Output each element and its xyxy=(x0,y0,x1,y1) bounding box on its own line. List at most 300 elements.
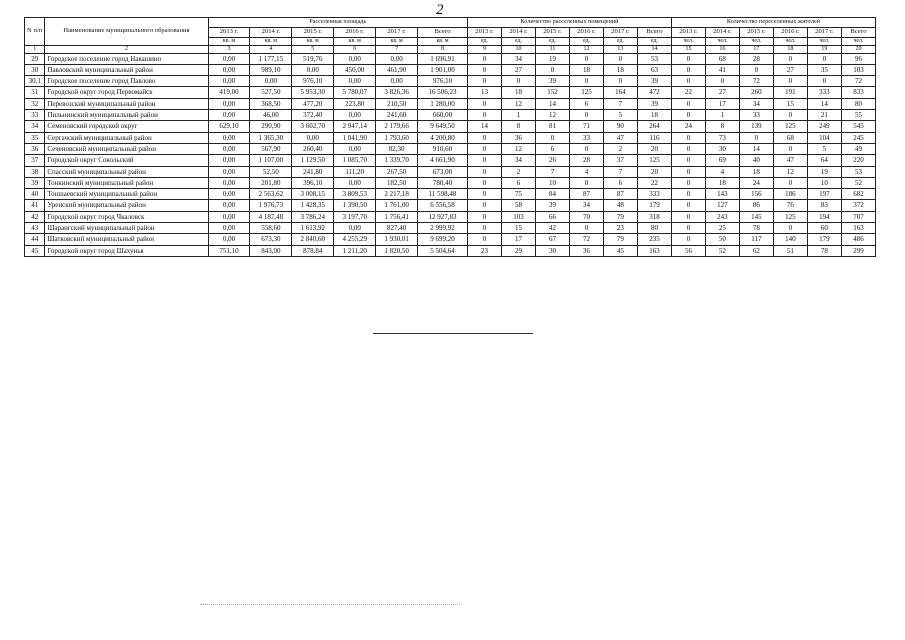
table-cell: 78 xyxy=(807,245,841,256)
table-cell: 25 xyxy=(705,223,739,234)
table-cell: 18 xyxy=(501,87,535,98)
header-year: 2013 г. xyxy=(208,28,250,38)
table-cell: 486 xyxy=(841,234,875,245)
table-cell: 9 699,20 xyxy=(418,234,468,245)
table-cell: 0 xyxy=(773,223,807,234)
table-cell: 0 xyxy=(468,166,502,177)
table-cell: 0 xyxy=(773,177,807,188)
table-cell: 36 xyxy=(501,132,535,143)
table-cell: 0 xyxy=(569,223,603,234)
table-cell: 827,40 xyxy=(376,223,418,234)
table-row xyxy=(25,245,876,256)
table-cell: 30 xyxy=(535,245,569,256)
table-cell: 0 xyxy=(671,223,705,234)
table-cell: 545 xyxy=(841,121,875,132)
table-cell: 1 976,73 xyxy=(250,200,292,211)
table-cell: 751,10 xyxy=(208,245,250,256)
header-people: Количество переселенных жителей xyxy=(671,18,875,28)
table-cell: 4 661,90 xyxy=(418,155,468,166)
table-cell: 1 756,41 xyxy=(376,211,418,222)
table-cell: 989,10 xyxy=(250,64,292,75)
table-cell: 0 xyxy=(671,98,705,109)
table-cell: 163 xyxy=(637,245,671,256)
table-cell: 0,00 xyxy=(292,132,334,143)
table-cell: 72 xyxy=(569,234,603,245)
header-num: N п/п xyxy=(25,18,45,46)
table-cell: 34 xyxy=(501,53,535,64)
table-cell: 976,10 xyxy=(292,76,334,87)
table-cell: 164 xyxy=(603,87,637,98)
table-cell: 2 xyxy=(603,143,637,154)
table-cell: 29 xyxy=(501,245,535,256)
table-cell: 125 xyxy=(569,87,603,98)
table-cell: 6 xyxy=(569,98,603,109)
table-cell: 450,00 xyxy=(334,64,376,75)
table-cell: 14 xyxy=(739,143,773,154)
table-cell: 63 xyxy=(637,64,671,75)
municipality-name: Спасский муниципальный район xyxy=(45,166,208,177)
table-cell: 0 xyxy=(671,211,705,222)
table-cell: 125 xyxy=(637,155,671,166)
table-cell: 21 xyxy=(807,110,841,121)
table-cell: 0 xyxy=(603,53,637,64)
table-cell: 472 xyxy=(637,87,671,98)
table-cell: 18 xyxy=(637,110,671,121)
column-index: 6 xyxy=(334,45,376,53)
table-cell: 82,30 xyxy=(376,143,418,154)
header-year: 2016 г. xyxy=(773,28,807,38)
table-cell: 0 xyxy=(468,234,502,245)
table-cell: 39 xyxy=(535,76,569,87)
table-cell: 0 xyxy=(468,223,502,234)
row-number: 29 xyxy=(25,53,45,64)
table-cell: 0,00 xyxy=(208,132,250,143)
table-cell: 53 xyxy=(841,166,875,177)
table-row xyxy=(25,143,876,154)
table-row xyxy=(25,110,876,121)
header-row-groups xyxy=(25,18,876,28)
header-year: 2014 г. xyxy=(250,28,292,38)
table-row xyxy=(25,189,876,200)
table-cell: 843,00 xyxy=(250,245,292,256)
column-index: 19 xyxy=(807,45,841,53)
column-index: 20 xyxy=(841,45,875,53)
table-cell: 0,00 xyxy=(250,76,292,87)
table-cell: 17 xyxy=(501,234,535,245)
table-cell: 12 xyxy=(501,143,535,154)
table-cell: 73 xyxy=(705,132,739,143)
table-cell: 194 xyxy=(807,211,841,222)
table-cell: 111,20 xyxy=(334,166,376,177)
table-cell: 24 xyxy=(671,121,705,132)
header-unit: кв. м xyxy=(418,37,468,45)
municipality-name: Городской округ город Первомайск xyxy=(45,87,208,98)
table-cell: 1 xyxy=(501,110,535,121)
table-cell: 104 xyxy=(807,132,841,143)
table-cell: 0,00 xyxy=(334,143,376,154)
table-cell: 1 696,91 xyxy=(418,53,468,64)
row-number: 34 xyxy=(25,121,45,132)
table-cell: 0 xyxy=(807,53,841,64)
table-cell: 201,80 xyxy=(250,177,292,188)
table-cell: 125 xyxy=(773,211,807,222)
header-unit: ед. xyxy=(637,37,671,45)
table-cell: 0 xyxy=(671,166,705,177)
table-cell: 0,00 xyxy=(208,234,250,245)
table-cell: 0 xyxy=(569,143,603,154)
table-cell: 23 xyxy=(603,223,637,234)
table-cell: 1 365,30 xyxy=(250,132,292,143)
table-cell: 3 008,15 xyxy=(292,189,334,200)
table-cell: 186 xyxy=(773,189,807,200)
header-year: 2013 г. xyxy=(671,28,705,38)
header-unit: кв. м xyxy=(376,37,418,45)
table-cell: 0,00 xyxy=(376,53,418,64)
table-cell: 0 xyxy=(671,132,705,143)
header-year: 2017 г. xyxy=(807,28,841,38)
header-area: Расселенная площадь xyxy=(208,18,467,28)
table-cell: 245 xyxy=(841,132,875,143)
municipality-name: Городской округ город Чкаловск xyxy=(45,211,208,222)
municipality-name: Городское поселение город Павлово xyxy=(45,76,208,87)
table-cell: 0 xyxy=(468,211,502,222)
table-cell: 461,90 xyxy=(376,64,418,75)
table-cell: 71 xyxy=(569,121,603,132)
table-cell: 156 xyxy=(739,189,773,200)
table-cell: 0 xyxy=(739,132,773,143)
table-cell: 249 xyxy=(807,121,841,132)
table-cell: 0 xyxy=(569,110,603,121)
table-cell: 4 187,48 xyxy=(250,211,292,222)
table-cell: 0 xyxy=(501,76,535,87)
table-cell: 1 793,60 xyxy=(376,132,418,143)
table-cell: 20 xyxy=(637,143,671,154)
table-cell: 46,00 xyxy=(250,110,292,121)
table-cell: 910,60 xyxy=(418,143,468,154)
table-cell: 17 xyxy=(705,98,739,109)
table-cell: 96 xyxy=(841,53,875,64)
table-cell: 6 556,58 xyxy=(418,200,468,211)
column-index: 2 xyxy=(45,45,208,53)
table-cell: 22 xyxy=(671,87,705,98)
municipality-name: Тонкинский муниципальный район xyxy=(45,177,208,188)
row-number: 41 xyxy=(25,200,45,211)
table-cell: 0 xyxy=(468,143,502,154)
table-cell: 4 xyxy=(705,166,739,177)
table-cell: 1 613,92 xyxy=(292,223,334,234)
table-cell: 0,00 xyxy=(208,223,250,234)
header-year: Всего xyxy=(418,28,468,38)
table-cell: 66 xyxy=(535,211,569,222)
table-cell: 48 xyxy=(603,200,637,211)
row-number: 36 xyxy=(25,143,45,154)
table-row xyxy=(25,64,876,75)
table-cell: 53 xyxy=(637,53,671,64)
table-cell: 179 xyxy=(807,234,841,245)
table-cell: 72 xyxy=(841,76,875,87)
table-cell: 6 xyxy=(603,177,637,188)
column-index: 15 xyxy=(671,45,705,53)
table-cell: 372,40 xyxy=(292,110,334,121)
header-year: 2015 г. xyxy=(535,28,569,38)
header-unit: кв. м xyxy=(250,37,292,45)
table-cell: 2 840,60 xyxy=(292,234,334,245)
table-cell: 780,40 xyxy=(418,177,468,188)
table-cell: 3 826,36 xyxy=(376,87,418,98)
table-cell: 1 xyxy=(705,110,739,121)
header-year: 2013 г. xyxy=(468,28,502,38)
column-index: 9 xyxy=(468,45,502,53)
table-cell: 0 xyxy=(468,155,502,166)
table-cell: 152 xyxy=(535,87,569,98)
table-cell: 80 xyxy=(637,223,671,234)
table-cell: 527,50 xyxy=(250,87,292,98)
table-cell: 2 947,14 xyxy=(334,121,376,132)
table-cell: 39 xyxy=(637,76,671,87)
table-cell: 15 xyxy=(773,98,807,109)
table-cell: 0,00 xyxy=(292,64,334,75)
table-cell: 69 xyxy=(705,155,739,166)
table-cell: 76 xyxy=(773,200,807,211)
table-cell: 1 761,00 xyxy=(376,200,418,211)
column-index: 7 xyxy=(376,45,418,53)
relocation-table xyxy=(24,17,876,257)
table-cell: 0 xyxy=(603,76,637,87)
table-cell: 419,00 xyxy=(208,87,250,98)
header-unit: ед. xyxy=(501,37,535,45)
municipality-name: Павловский муниципальный район xyxy=(45,64,208,75)
table-cell: 125 xyxy=(773,121,807,132)
table-cell: 0,00 xyxy=(208,189,250,200)
table-row xyxy=(25,200,876,211)
table-cell: 87 xyxy=(569,189,603,200)
table-cell: 26 xyxy=(535,155,569,166)
table-cell: 673,00 xyxy=(418,166,468,177)
table-cell: 9 649,50 xyxy=(418,121,468,132)
table-cell: 103 xyxy=(501,211,535,222)
table-cell: 0,00 xyxy=(208,143,250,154)
table-cell: 18 xyxy=(705,177,739,188)
table-cell: 5 504,64 xyxy=(418,245,468,256)
header-unit: чел. xyxy=(705,37,739,45)
table-cell: 52 xyxy=(841,177,875,188)
table-cell: 0 xyxy=(807,76,841,87)
table-cell: 0 xyxy=(468,132,502,143)
table-cell: 0 xyxy=(569,76,603,87)
dotted-scan-artifact xyxy=(200,604,460,605)
table-cell: 1 820,50 xyxy=(376,245,418,256)
municipality-name: Тоншаевский муниципальный район xyxy=(45,189,208,200)
municipality-name: Перевозский муниципальный район xyxy=(45,98,208,109)
row-number: 38 xyxy=(25,166,45,177)
header-year: 2017 г. xyxy=(603,28,637,38)
table-cell: 264 xyxy=(637,121,671,132)
table-cell: 0 xyxy=(671,200,705,211)
table-cell: 1 280,00 xyxy=(418,98,468,109)
table-cell: 70 xyxy=(569,211,603,222)
table-cell: 12 xyxy=(501,98,535,109)
table-cell: 12 927,83 xyxy=(418,211,468,222)
row-number: 31 xyxy=(25,87,45,98)
header-year: Всего xyxy=(637,28,671,38)
table-cell: 0 xyxy=(671,155,705,166)
header-year: 2016 г. xyxy=(334,28,376,38)
table-cell: 0,00 xyxy=(208,166,250,177)
municipality-name: Сергачский муниципальный район xyxy=(45,132,208,143)
table-cell: 1 085,70 xyxy=(334,155,376,166)
table-cell: 0 xyxy=(773,76,807,87)
table-cell: 6 xyxy=(535,143,569,154)
municipality-name: Уренский муниципальный район xyxy=(45,200,208,211)
table-cell: 52,50 xyxy=(250,166,292,177)
table-cell: 50 xyxy=(705,234,739,245)
header-year: 2017 г. xyxy=(376,28,418,38)
header-unit: чел. xyxy=(671,37,705,45)
header-unit: ед. xyxy=(468,37,502,45)
table-cell: 1 107,00 xyxy=(250,155,292,166)
table-cell: 0,00 xyxy=(334,223,376,234)
table-cell: 8 xyxy=(501,121,535,132)
table-cell: 4 xyxy=(569,166,603,177)
table-cell: 0 xyxy=(671,110,705,121)
table-cell: 0 xyxy=(671,76,705,87)
table-cell: 80 xyxy=(841,98,875,109)
table-cell: 86 xyxy=(739,200,773,211)
table-cell: 3 809,53 xyxy=(334,189,376,200)
table-cell: 27 xyxy=(773,64,807,75)
table-cell: 67 xyxy=(535,234,569,245)
table-cell: 68 xyxy=(705,53,739,64)
table-cell: 0,00 xyxy=(208,110,250,121)
municipality-name: Городской округ Сокольский xyxy=(45,155,208,166)
table-cell: 163 xyxy=(841,223,875,234)
municipality-name: Пильнинский муниципальный район xyxy=(45,110,208,121)
table-cell: 39 xyxy=(637,98,671,109)
table-cell: 878,84 xyxy=(292,245,334,256)
municipality-name: Шатковский муниципальный район xyxy=(45,234,208,245)
table-cell: 182,50 xyxy=(376,177,418,188)
municipality-name: Сеченовский муниципальный район xyxy=(45,143,208,154)
table-cell: 223,80 xyxy=(334,98,376,109)
table-cell: 0 xyxy=(671,189,705,200)
table-cell: 0,00 xyxy=(334,110,376,121)
table-cell: 24 xyxy=(739,177,773,188)
table-cell: 241,60 xyxy=(376,110,418,121)
table-cell: 103 xyxy=(841,64,875,75)
table-cell: 62 xyxy=(739,245,773,256)
table-row xyxy=(25,53,876,64)
table-cell: 55 xyxy=(841,110,875,121)
table-cell: 0 xyxy=(569,53,603,64)
table-cell: 19 xyxy=(807,166,841,177)
table-cell: 5 953,30 xyxy=(292,87,334,98)
table-cell: 260,40 xyxy=(292,143,334,154)
table-row xyxy=(25,76,876,87)
table-cell: 145 xyxy=(739,211,773,222)
table-row xyxy=(25,155,876,166)
table-cell: 41 xyxy=(705,64,739,75)
row-number: 37 xyxy=(25,155,45,166)
table-cell: 0,00 xyxy=(208,64,250,75)
row-number: 40 xyxy=(25,189,45,200)
table-cell: 0,00 xyxy=(334,177,376,188)
column-index: 1 xyxy=(25,45,45,53)
table-cell: 28 xyxy=(739,53,773,64)
table-cell: 16 506,23 xyxy=(418,87,468,98)
header-unit: чел. xyxy=(773,37,807,45)
table-cell: 33 xyxy=(569,132,603,143)
table-cell: 0,00 xyxy=(208,211,250,222)
table-cell: 10 xyxy=(807,177,841,188)
header-unit: ед. xyxy=(569,37,603,45)
table-cell: 235 xyxy=(637,234,671,245)
column-index: 10 xyxy=(501,45,535,53)
table-cell: 0 xyxy=(468,189,502,200)
relocation-table-wrapper xyxy=(24,17,876,257)
table-cell: 42 xyxy=(535,223,569,234)
table-cell: 682 xyxy=(841,189,875,200)
table-cell: 220 xyxy=(841,155,875,166)
header-unit: кв. м xyxy=(334,37,376,45)
header-unit: чел. xyxy=(807,37,841,45)
header-year: Всего xyxy=(841,28,875,38)
table-cell: 13 xyxy=(468,87,502,98)
table-cell: 0,00 xyxy=(208,155,250,166)
table-cell: 1 390,50 xyxy=(334,200,376,211)
table-cell: 3 786,24 xyxy=(292,211,334,222)
table-cell: 47 xyxy=(603,132,637,143)
table-row xyxy=(25,166,876,177)
table-cell: 58 xyxy=(501,200,535,211)
municipality-name: Семеновский городской округ xyxy=(45,121,208,132)
table-cell: 116 xyxy=(637,132,671,143)
table-cell: 210,50 xyxy=(376,98,418,109)
table-cell: 1 041,90 xyxy=(334,132,376,143)
table-cell: 143 xyxy=(705,189,739,200)
table-cell: 0 xyxy=(535,132,569,143)
header-name: Наименование муниципального образования xyxy=(45,18,208,46)
row-number: 33 xyxy=(25,110,45,121)
table-cell: 51 xyxy=(773,245,807,256)
column-index: 17 xyxy=(739,45,773,53)
table-cell: 127 xyxy=(705,200,739,211)
table-cell: 396,10 xyxy=(292,177,334,188)
table-cell: 64 xyxy=(807,155,841,166)
table-cell: 37 xyxy=(603,155,637,166)
table-cell: 12 xyxy=(535,110,569,121)
table-cell: 0 xyxy=(468,53,502,64)
table-cell: 0,00 xyxy=(208,98,250,109)
table-cell: 2 999,92 xyxy=(418,223,468,234)
header-rooms: Количество расселенных помещений xyxy=(468,18,672,28)
table-cell: 34 xyxy=(501,155,535,166)
header-unit: ед. xyxy=(535,37,569,45)
column-index: 13 xyxy=(603,45,637,53)
table-cell: 1 129,50 xyxy=(292,155,334,166)
table-cell: 0 xyxy=(671,143,705,154)
table-cell: 0,00 xyxy=(334,53,376,64)
table-cell: 707 xyxy=(841,211,875,222)
table-cell: 4 255,29 xyxy=(334,234,376,245)
table-cell: 660,00 xyxy=(418,110,468,121)
table-row xyxy=(25,98,876,109)
column-index: 11 xyxy=(535,45,569,53)
table-cell: 5 xyxy=(603,110,637,121)
table-cell: 39 xyxy=(535,200,569,211)
table-cell: 477,20 xyxy=(292,98,334,109)
header-unit: чел. xyxy=(739,37,773,45)
table-cell: 1 428,35 xyxy=(292,200,334,211)
